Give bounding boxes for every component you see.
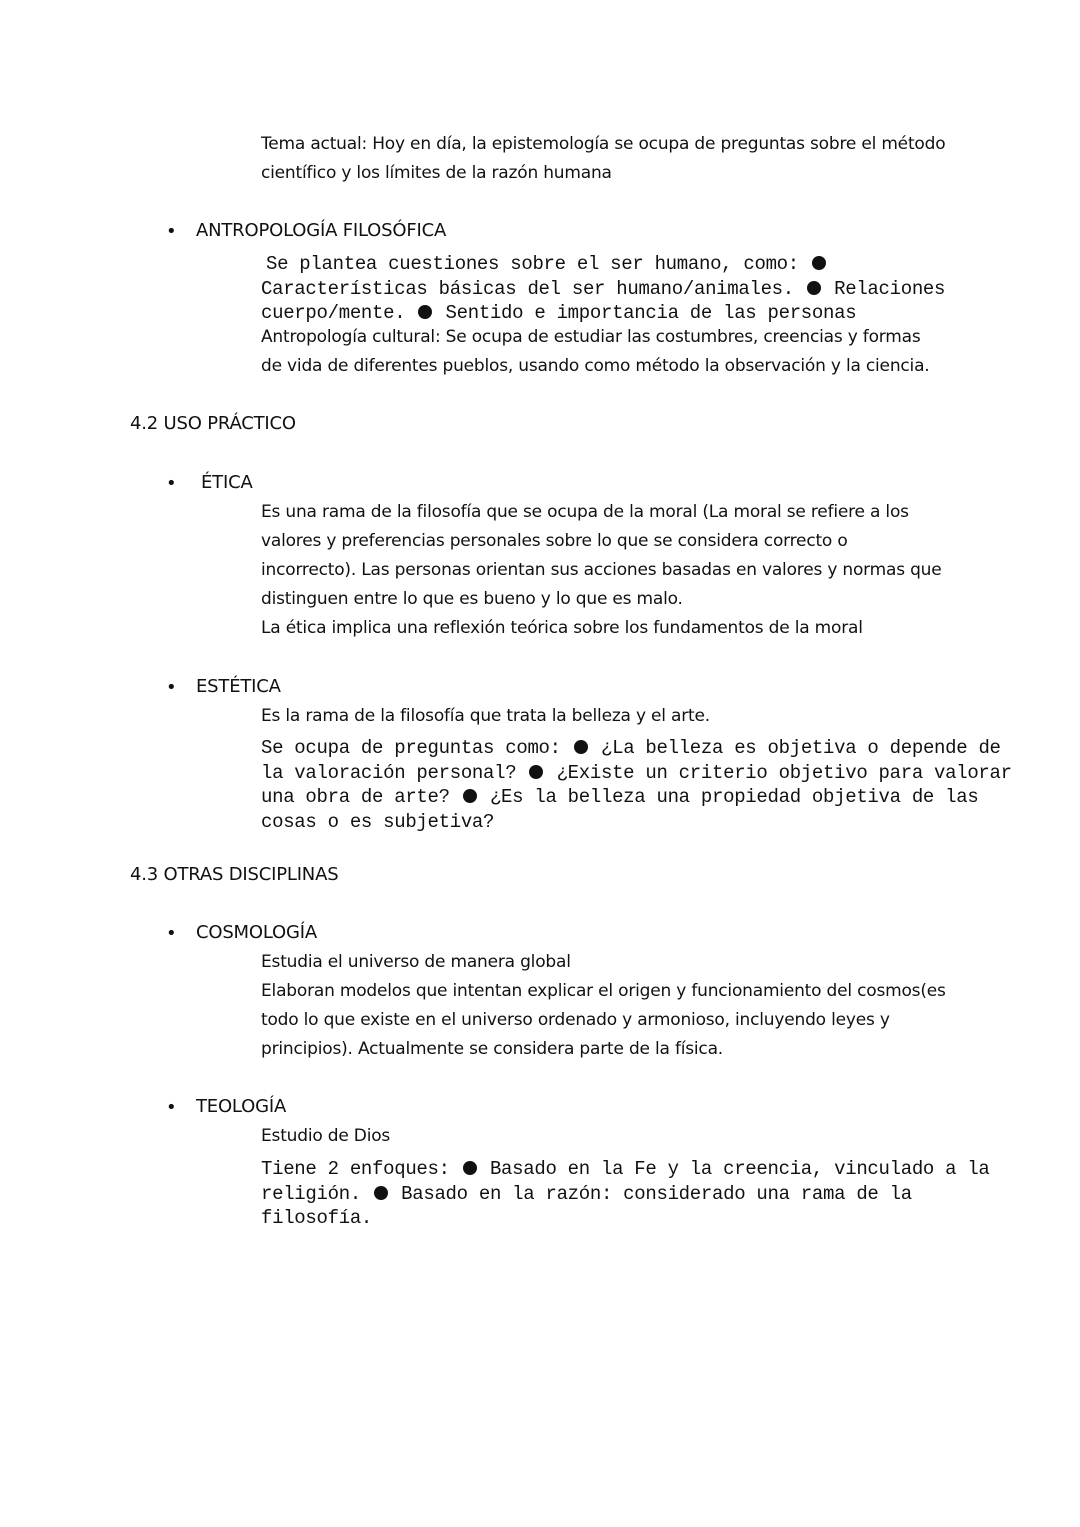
teologia-line-1: Estudio de Dios <box>261 1126 391 1146</box>
bullet-dot-icon <box>463 1161 477 1175</box>
teologia-questions-line-1: Tiene 2 enfoques: Basado en la Fe y la creencia, vinculado a la <box>261 1158 990 1180</box>
teologia-title: TEOLOGÍA <box>196 1096 287 1117</box>
antropologia-title: ANTROPOLOGÍA FILOSÓFICA <box>196 220 447 241</box>
bullet-dot-icon <box>374 1186 388 1200</box>
section-heading-uso-practico: 4.2 USO PRÁCTICO <box>130 413 296 434</box>
tema-actual-line-2: científico y los límites de la razón humana <box>261 163 612 183</box>
cosmologia-title: COSMOLOGÍA <box>196 922 317 943</box>
teologia-questions-line-3: filosofía. <box>261 1207 373 1229</box>
estetica-title: ESTÉTICA <box>196 676 281 697</box>
bullet-cosmologia: • <box>166 923 177 944</box>
teologia-questions-line-2: religión. Basado en la razón: considerado una rama de la <box>261 1183 912 1205</box>
estetica-questions-line-1: Se ocupa de preguntas como: ¿La belleza es objetiva o depende de <box>261 737 1001 759</box>
bullet-teologia: • <box>166 1097 177 1118</box>
bullet-dot-icon <box>529 765 543 779</box>
antropologia-questions-line-2: Características básicas del ser humano/animales. Relaciones <box>261 278 946 300</box>
bullet-dot-icon <box>807 281 821 295</box>
tema-actual-line-1: Tema actual: Hoy en día, la epistemología se ocupa de preguntas sobre el método <box>261 134 946 154</box>
etica-line-2: valores y preferencias personales sobre lo que se considera correcto o <box>261 531 848 551</box>
bullet-dot-icon <box>463 789 477 803</box>
bullet-estetica: • <box>166 677 177 698</box>
cosmologia-line-3: todo lo que existe en el universo ordenado y armonioso, incluyendo leyes y <box>261 1010 890 1030</box>
bullet-dot-icon <box>418 305 432 319</box>
bullet-etica: • <box>166 473 177 494</box>
cosmologia-line-2: Elaboran modelos que intentan explicar el origen y funcionamiento del cosmos(es <box>261 981 946 1001</box>
bullet-antropologia: • <box>166 221 177 242</box>
etica-title: ÉTICA <box>201 472 253 493</box>
etica-line-3: incorrecto). Las personas orientan sus acciones basadas en valores y normas que <box>261 560 942 580</box>
etica-line-4: distinguen entre lo que es bueno y lo que es malo. <box>261 589 683 609</box>
bullet-dot-icon <box>574 740 588 754</box>
antropologia-questions-line-3: cuerpo/mente. Sentido e importancia de las personas <box>261 302 857 324</box>
cosmologia-line-4: principios). Actualmente se considera parte de la física. <box>261 1039 724 1059</box>
estetica-questions-line-2: la valoración personal? ¿Existe un criterio objetivo para valorar <box>261 762 1012 784</box>
section-heading-otras-disciplinas: 4.3 OTRAS DISCIPLINAS <box>130 864 339 885</box>
antropologia-cultural-line-1: Antropología cultural: Se ocupa de estudiar las costumbres, creencias y formas <box>261 327 921 347</box>
etica-line-5: La ética implica una reflexión teórica sobre los fundamentos de la moral <box>261 618 863 638</box>
cosmologia-line-1: Estudia el universo de manera global <box>261 952 571 972</box>
antropologia-questions-line-1: Se plantea cuestiones sobre el ser humano, como: <box>266 253 828 275</box>
estetica-line-1: Es la rama de la filosofía que trata la belleza y el arte. <box>261 706 710 726</box>
antropologia-cultural-line-2: de vida de diferentes pueblos, usando como método la observación y la ciencia. <box>261 356 930 376</box>
etica-line-1: Es una rama de la filosofía que se ocupa de la moral (La moral se refiere a los <box>261 502 909 522</box>
estetica-questions-line-3: una obra de arte? ¿Es la belleza una propiedad objetiva de las <box>261 786 979 808</box>
estetica-questions-line-4: cosas o es subjetiva? <box>261 811 495 833</box>
bullet-dot-icon <box>812 256 826 270</box>
